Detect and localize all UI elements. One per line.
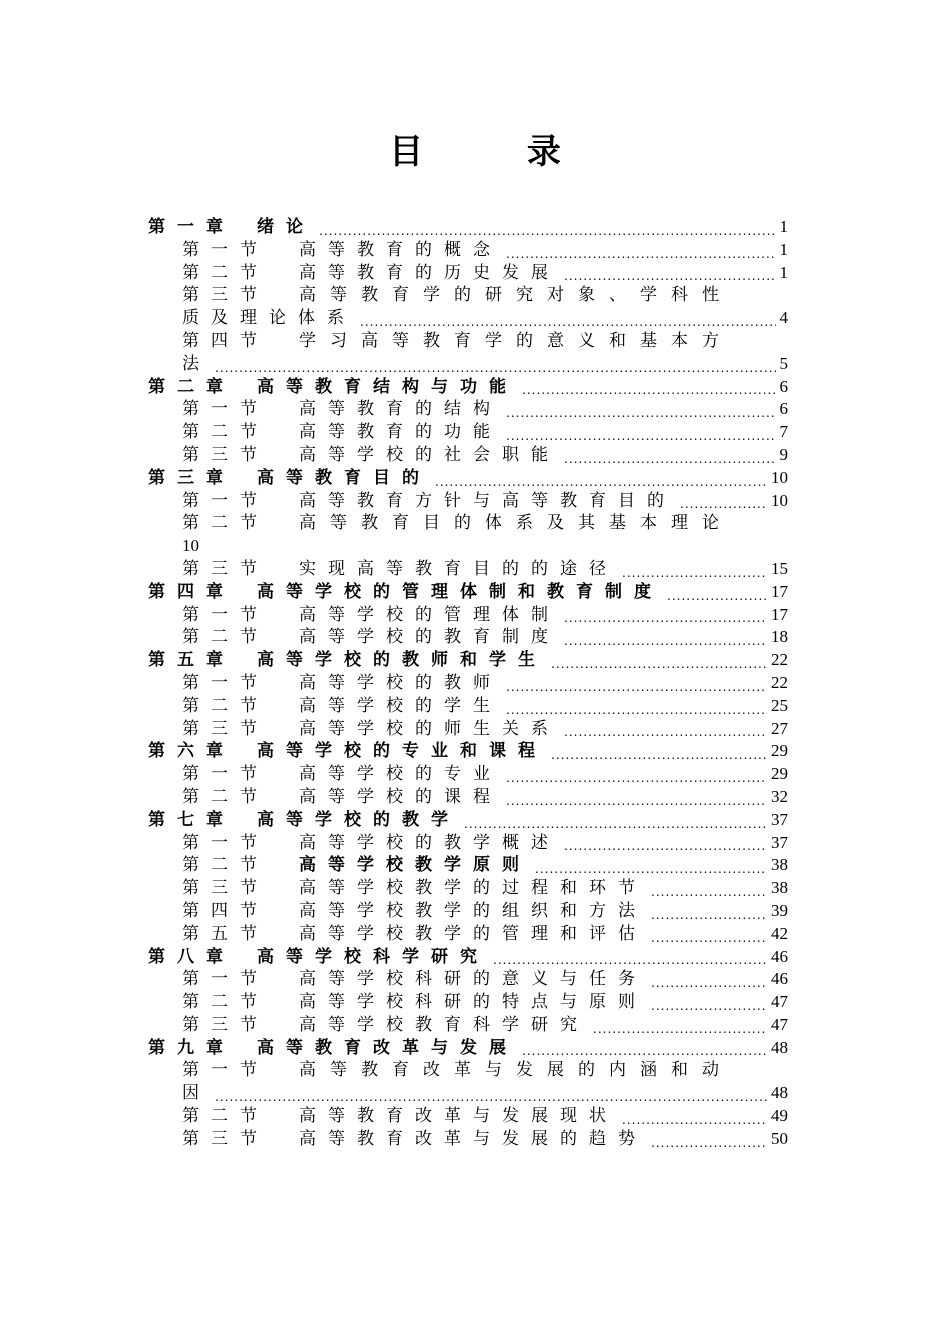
toc-section-row[interactable] bbox=[148, 695, 788, 718]
toc-section-row[interactable] bbox=[148, 558, 788, 581]
toc-section-row[interactable] bbox=[148, 854, 788, 877]
toc-continuation-row[interactable] bbox=[148, 307, 788, 330]
dot-leader bbox=[593, 1021, 767, 1037]
page-number: 5 bbox=[779, 353, 788, 373]
dot-leader bbox=[319, 223, 776, 239]
section-number: 第三节 bbox=[182, 558, 269, 579]
section-title: 高等教育目的体系及其基本理论 bbox=[299, 513, 733, 534]
toc-chapter-row[interactable] bbox=[148, 809, 788, 832]
section-title: 高等教育的概念 bbox=[299, 239, 502, 260]
section-number: 第二节 bbox=[182, 422, 269, 443]
section-title: 高等学校的教师 bbox=[299, 672, 502, 693]
dot-leader bbox=[464, 816, 767, 832]
toc-section-row[interactable] bbox=[148, 718, 788, 741]
table-of-contents bbox=[148, 216, 788, 1151]
chapter-number: 第三章 bbox=[148, 467, 235, 488]
page-number: 22 bbox=[771, 672, 788, 692]
page-number: 17 bbox=[771, 604, 788, 624]
dot-leader bbox=[535, 861, 767, 877]
dot-leader bbox=[522, 382, 776, 398]
section-number: 第四节 bbox=[182, 330, 269, 351]
dot-leader bbox=[360, 314, 776, 330]
section-number: 第一节 bbox=[182, 672, 269, 693]
dot-leader bbox=[564, 610, 767, 626]
section-title: 高等学校教育科学研究 bbox=[299, 1014, 589, 1035]
chapter-number: 第四章 bbox=[148, 581, 235, 602]
chapter-title: 高等学校的管理体制和教育制度 bbox=[257, 581, 663, 602]
chapter-number: 第七章 bbox=[148, 809, 235, 830]
dot-leader bbox=[522, 1043, 767, 1059]
page-number: 47 bbox=[771, 1014, 788, 1034]
toc-chapter-row[interactable] bbox=[148, 376, 788, 399]
section-number: 第三节 bbox=[182, 878, 269, 899]
chapter-number: 第二章 bbox=[148, 376, 235, 397]
page-number: 29 bbox=[771, 741, 788, 761]
section-title: 高等学校的教育制度 bbox=[299, 627, 560, 648]
toc-section-row[interactable] bbox=[148, 604, 788, 627]
dot-leader bbox=[564, 633, 767, 649]
section-title: 高等学校科研的特点与原则 bbox=[299, 992, 647, 1013]
section-title: 高等学校教学的组织和方法 bbox=[299, 900, 647, 921]
section-number: 第二节 bbox=[182, 992, 269, 1013]
page-number: 18 bbox=[771, 627, 788, 647]
page-number: 9 bbox=[779, 444, 788, 464]
toc-chapter-row[interactable] bbox=[148, 649, 788, 672]
section-number: 第二节 bbox=[182, 786, 269, 807]
section-number: 第四节 bbox=[182, 900, 269, 921]
page-number: 50 bbox=[771, 1128, 788, 1148]
section-title: 高等学校的管理体制 bbox=[299, 604, 560, 625]
section-title: 高等学校的社会职能 bbox=[299, 444, 560, 465]
toc-section-row[interactable] bbox=[148, 444, 788, 467]
page-number: 1 bbox=[779, 239, 788, 259]
section-title: 高等学校的教学概述 bbox=[299, 832, 560, 853]
page-number: 6 bbox=[779, 399, 788, 419]
section-number: 第二节 bbox=[182, 695, 269, 716]
page-number: 1 bbox=[779, 217, 788, 236]
dot-leader bbox=[551, 747, 767, 763]
toc-chapter-row[interactable] bbox=[148, 467, 788, 490]
page-number: 25 bbox=[771, 695, 788, 715]
dot-leader bbox=[435, 474, 767, 490]
toc-section-row[interactable] bbox=[148, 330, 788, 353]
page-number: 37 bbox=[771, 832, 788, 852]
dot-leader bbox=[651, 975, 767, 991]
section-title: 高等教育改革与发展的内涵和动 bbox=[299, 1060, 733, 1081]
toc-continuation-row[interactable] bbox=[148, 1082, 788, 1105]
section-number: 第三节 bbox=[182, 444, 269, 465]
dot-leader bbox=[506, 702, 767, 718]
dot-leader bbox=[564, 451, 776, 467]
toc-section-row[interactable] bbox=[148, 672, 788, 695]
dot-leader bbox=[564, 268, 776, 284]
toc-section-row[interactable] bbox=[148, 1105, 788, 1128]
page-number: 22 bbox=[771, 650, 788, 670]
dot-leader bbox=[680, 496, 767, 512]
section-number: 第二节 bbox=[182, 1106, 269, 1127]
toc-section-row[interactable] bbox=[148, 786, 788, 809]
chapter-title: 高等学校的教学 bbox=[257, 809, 460, 830]
toc-section-row[interactable] bbox=[148, 1059, 788, 1082]
dot-leader bbox=[506, 679, 767, 695]
chapter-title: 高等教育目的 bbox=[257, 467, 431, 488]
dot-leader bbox=[651, 907, 767, 923]
toc-section-row[interactable] bbox=[148, 490, 788, 513]
page-number: 38 bbox=[771, 878, 788, 898]
page-number: 10 bbox=[771, 467, 788, 487]
chapter-title: 高等教育结构与功能 bbox=[257, 376, 518, 397]
dot-leader bbox=[215, 1089, 767, 1105]
dot-leader bbox=[651, 930, 767, 946]
toc-section-row[interactable] bbox=[148, 900, 788, 923]
chapter-number: 第六章 bbox=[148, 741, 235, 762]
toc-section-row[interactable] bbox=[148, 512, 788, 535]
toc-section-row[interactable] bbox=[148, 262, 788, 285]
dot-leader bbox=[506, 246, 776, 262]
section-title: 高等教育的功能 bbox=[299, 422, 502, 443]
toc-chapter-row[interactable] bbox=[148, 216, 788, 239]
dot-leader bbox=[506, 405, 776, 421]
page-number: 7 bbox=[779, 422, 788, 442]
page-number: 48 bbox=[771, 1037, 788, 1057]
page-number: 39 bbox=[771, 900, 788, 920]
chapter-number: 第一章 bbox=[148, 217, 235, 237]
page-number: 17 bbox=[771, 581, 788, 601]
section-number: 第二节 bbox=[182, 855, 269, 876]
chapter-number: 第九章 bbox=[148, 1037, 235, 1058]
page-number: 37 bbox=[771, 809, 788, 829]
section-title: 高等教育改革与发展的趋势 bbox=[299, 1128, 647, 1149]
section-number: 第三节 bbox=[182, 1128, 269, 1149]
chapter-title: 绪论 bbox=[257, 217, 315, 237]
toc-section-row[interactable] bbox=[148, 877, 788, 900]
section-number: 第三节 bbox=[182, 1014, 269, 1035]
section-number: 第一节 bbox=[182, 604, 269, 625]
section-number: 第三节 bbox=[182, 718, 269, 739]
chapter-title: 高等学校科学研究 bbox=[257, 946, 489, 967]
section-number: 第二节 bbox=[182, 627, 269, 648]
page-number: 47 bbox=[771, 992, 788, 1012]
section-number: 第一节 bbox=[182, 969, 269, 990]
toc-continuation-row[interactable] bbox=[148, 353, 788, 376]
page-number: 10 bbox=[771, 490, 788, 510]
section-number: 第一节 bbox=[182, 239, 269, 260]
toc-chapter-row[interactable] bbox=[148, 581, 788, 604]
chapter-number: 第八章 bbox=[148, 946, 235, 967]
page-number: 46 bbox=[771, 969, 788, 989]
section-number: 第一节 bbox=[182, 1060, 269, 1081]
page-number: 38 bbox=[771, 855, 788, 875]
dot-leader bbox=[506, 770, 767, 786]
toc-section-row[interactable] bbox=[148, 832, 788, 855]
section-title: 高等教育方针与高等教育目的 bbox=[299, 490, 676, 511]
page-number: 15 bbox=[771, 558, 788, 578]
dot-leader bbox=[564, 724, 767, 740]
section-number: 第五节 bbox=[182, 923, 269, 944]
section-number: 第一节 bbox=[182, 399, 269, 420]
section-number: 第一节 bbox=[182, 832, 269, 853]
toc-chapter-row[interactable] bbox=[148, 1037, 788, 1060]
section-title: 质及理论体系 bbox=[182, 308, 356, 329]
page-number: 48 bbox=[771, 1083, 788, 1103]
section-number: 第一节 bbox=[182, 764, 269, 785]
dot-leader bbox=[564, 838, 767, 854]
toc-continuation-row[interactable] bbox=[148, 535, 788, 558]
page-number: 27 bbox=[771, 718, 788, 738]
dot-leader bbox=[551, 656, 767, 672]
toc-section-row[interactable] bbox=[148, 398, 788, 421]
toc-section-row[interactable] bbox=[148, 239, 788, 262]
section-title: 高等学校的课程 bbox=[299, 786, 502, 807]
page-number: 1 bbox=[779, 262, 788, 282]
chapter-title: 高等学校的专业和课程 bbox=[257, 741, 547, 762]
chapter-number: 第五章 bbox=[148, 650, 235, 671]
section-title: 高等学校教学的管理和评估 bbox=[299, 923, 647, 944]
toc-section-row[interactable] bbox=[148, 763, 788, 786]
section-number: 第一节 bbox=[182, 490, 269, 511]
toc-section-row[interactable] bbox=[148, 421, 788, 444]
dot-leader bbox=[651, 1135, 767, 1151]
section-number: 第二节 bbox=[182, 262, 269, 283]
section-title: 高等教育的结构 bbox=[299, 399, 502, 420]
chapter-title: 高等教育改革与发展 bbox=[257, 1037, 518, 1058]
section-title: 高等学校的学生 bbox=[299, 695, 502, 716]
toc-section-row[interactable] bbox=[148, 1014, 788, 1037]
section-number: 第二节 bbox=[182, 513, 269, 534]
section-title: 学习高等教育学的意义和基本方 bbox=[299, 330, 733, 351]
page-title: 目 录 bbox=[389, 132, 607, 172]
section-number: 第三节 bbox=[182, 285, 269, 306]
section-title: 高等学校教学的过程和环节 bbox=[299, 878, 647, 899]
toc-chapter-row[interactable] bbox=[148, 740, 788, 763]
dot-leader bbox=[493, 952, 767, 968]
toc-chapter-row[interactable] bbox=[148, 946, 788, 969]
dot-leader bbox=[651, 998, 767, 1014]
toc-section-row[interactable] bbox=[148, 923, 788, 946]
page-number: 42 bbox=[771, 923, 788, 943]
section-title: 高等教育的历史发展 bbox=[299, 262, 560, 283]
toc-section-row[interactable] bbox=[148, 991, 788, 1014]
dot-leader bbox=[651, 884, 767, 900]
section-title: 高等学校的专业 bbox=[299, 764, 502, 785]
section-title: 高等学校教学原则 bbox=[299, 855, 531, 876]
page-number: 10 bbox=[182, 536, 199, 556]
chapter-title: 高等学校的教师和学生 bbox=[257, 650, 547, 671]
dot-leader bbox=[667, 588, 767, 604]
page-number: 49 bbox=[771, 1106, 788, 1126]
section-title: 因 bbox=[182, 1083, 211, 1104]
dot-leader bbox=[622, 565, 767, 581]
dot-leader bbox=[215, 360, 776, 376]
toc-section-row[interactable] bbox=[148, 968, 788, 991]
dot-leader bbox=[506, 428, 776, 444]
toc-section-row[interactable] bbox=[148, 1128, 788, 1151]
page-number: 46 bbox=[771, 946, 788, 966]
page-number: 29 bbox=[771, 764, 788, 784]
section-title: 高等学校的师生关系 bbox=[299, 718, 560, 739]
toc-section-row[interactable] bbox=[148, 284, 788, 307]
section-title: 高等学校科研的意义与任务 bbox=[299, 969, 647, 990]
toc-section-row[interactable] bbox=[148, 626, 788, 649]
page-number: 4 bbox=[779, 308, 788, 328]
section-title: 高等教育改革与发展现状 bbox=[299, 1106, 618, 1127]
page-number: 6 bbox=[779, 376, 788, 396]
section-title: 法 bbox=[182, 353, 211, 374]
dot-leader bbox=[506, 793, 767, 809]
page-number: 32 bbox=[771, 786, 788, 806]
section-title: 高等教育学的研究对象、学科性 bbox=[299, 285, 733, 306]
section-title: 实现高等教育目的的途径 bbox=[299, 558, 618, 579]
dot-leader bbox=[622, 1112, 767, 1128]
